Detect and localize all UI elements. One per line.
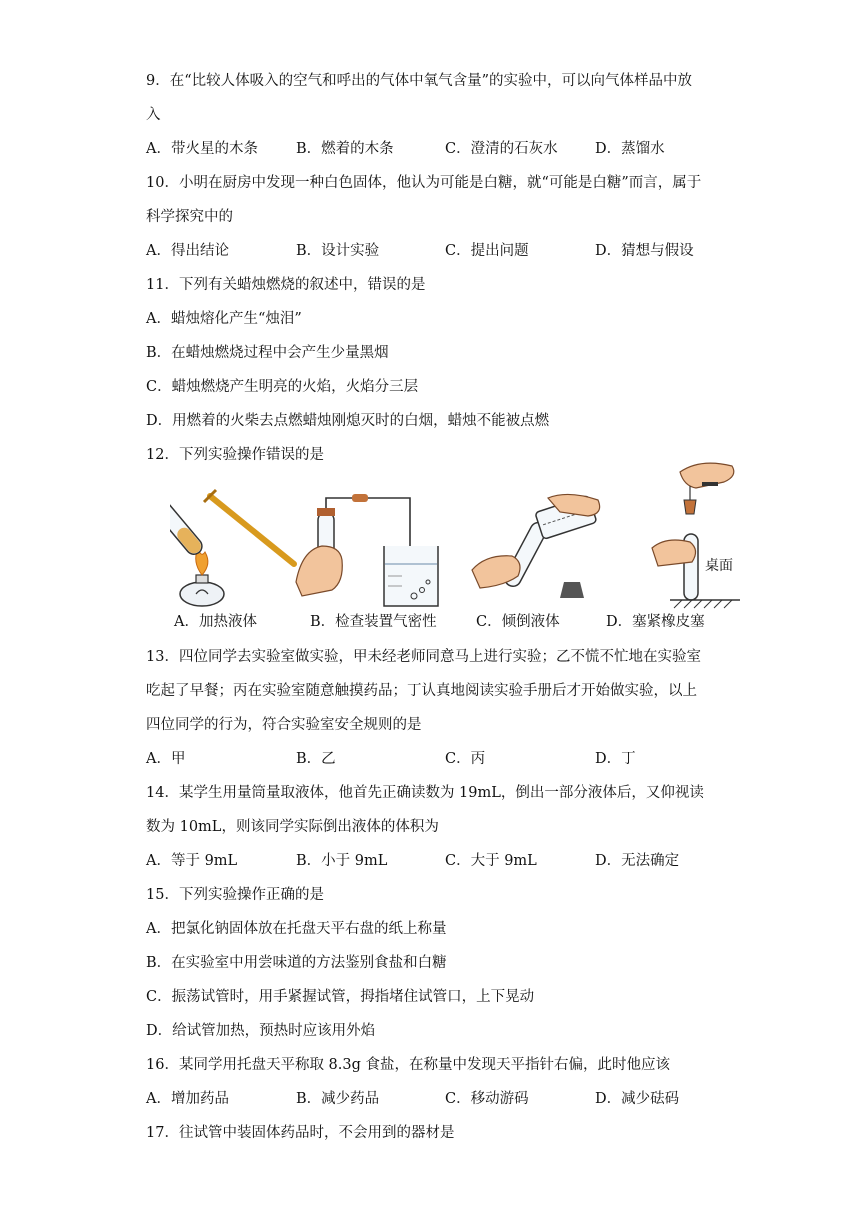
q10-option-d: D．猜想与假设 <box>595 243 694 259</box>
q13-option-d: D．丁 <box>595 751 636 767</box>
q11-option-b: B．在蜡烛燃烧过程中会产生少量黑烟 <box>146 345 389 361</box>
q13-option-c: C．丙 <box>445 751 486 767</box>
q14-option-a: A．等于 9mL <box>146 853 238 869</box>
q10-option-b: B．设计实验 <box>296 243 380 259</box>
q13-option-b: B．乙 <box>296 751 336 767</box>
q14-option-b: B．小于 9mL <box>296 853 388 869</box>
q14-option-c: C．大于 9mL <box>445 853 537 869</box>
q12-stem: 12．下列实验操作错误的是 <box>146 447 324 463</box>
q16-option-a: A．增加药品 <box>146 1091 229 1107</box>
q14-stem-line2: 数为 10mL，则该同学实际倒出液体的体积为 <box>146 819 439 835</box>
q10-stem-line2: 科学探究中的 <box>146 209 233 225</box>
q13-option-a: A．甲 <box>146 751 186 767</box>
q11-option-a: A．蜡烛熔化产生“烛泪” <box>146 311 302 327</box>
q9-stem-line1: 9．在“比较人体吸入的空气和呼出的气体中氧气含量”的实验中，可以向气体样品中放 <box>146 73 693 89</box>
q9-option-c: C．澄清的石灰水 <box>445 141 558 157</box>
q10-option-c: C．提出问题 <box>445 243 529 259</box>
q16-option-c: C．移动游码 <box>445 1091 529 1107</box>
q15-option-a: A．把氯化钠固体放在托盘天平右盘的纸上称量 <box>146 921 447 937</box>
q12-caption-b: B．检查装置气密性 <box>310 614 437 630</box>
q16-option-b: B．减少药品 <box>296 1091 380 1107</box>
q10-option-a: A．得出结论 <box>146 243 229 259</box>
figure-pouring-liquid <box>468 490 618 610</box>
q10-stem-line1: 10．小明在厨房中发现一种白色固体，他认为可能是白糖，就“可能是白糖”而言，属于 <box>146 175 702 191</box>
q11-option-c: C．蜡烛燃烧产生明亮的火焰，火焰分三层 <box>146 379 419 395</box>
q9-option-a: A．带火星的木条 <box>146 141 258 157</box>
q12-caption-d: D．塞紧橡皮塞 <box>606 614 705 630</box>
q9-option-b: B．燃着的木条 <box>296 141 394 157</box>
figure-heating-liquid <box>170 482 300 610</box>
q16-option-d: D．减少砝码 <box>595 1091 680 1107</box>
q16-stem: 16．某同学用托盘天平称取 8.3g 食盐，在称量中发现天平指针右偏，此时他应该 <box>146 1057 671 1073</box>
q15-stem: 15．下列实验操作正确的是 <box>146 887 324 903</box>
q12-caption-a: A．加热液体 <box>174 614 257 630</box>
q13-stem-line2: 吃起了早餐；丙在实验室随意触摸药品；丁认真地阅读实验手册后才开始做实验，以上 <box>146 683 697 699</box>
q11-option-d: D．用燃着的火柴去点燃蜡烛刚熄灭时的白烟，蜡烛不能被点燃 <box>146 413 550 429</box>
q9-stem-line2: 入 <box>146 107 161 123</box>
q15-option-b: B．在实验室中用尝味道的方法鉴别食盐和白糖 <box>146 955 447 971</box>
q15-option-c: C．振荡试管时，用手紧握试管，拇指堵住试管口，上下晃动 <box>146 989 535 1005</box>
q17-stem: 17．往试管中装固体药品时，不会用到的器材是 <box>146 1125 455 1141</box>
q15-option-d: D．给试管加热，预热时应该用外焰 <box>146 1023 376 1039</box>
q14-stem-line1: 14．某学生用量筒量取液体，他首先正确读数为 19mL，倒出一部分液体后，又仰视读 <box>146 785 704 801</box>
q9-option-d: D．蒸馏水 <box>595 141 665 157</box>
q14-option-d: D．无法确定 <box>595 853 680 869</box>
q11-stem: 11．下列有关蜡烛燃烧的叙述中，错误的是 <box>146 277 426 293</box>
q12-caption-c: C．倾倒液体 <box>476 614 560 630</box>
q13-stem-line3: 四位同学的行为，符合实验室安全规则的是 <box>146 717 422 733</box>
q13-stem-line1: 13．四位同学去实验室做实验，甲未经老师同意马上进行实验；乙不慌不忙地在实验室 <box>146 649 701 665</box>
q12-figure-label-desktop: 桌面 <box>705 558 733 574</box>
figure-airtightness-check <box>292 490 444 610</box>
figure-inserting-stopper <box>648 458 758 610</box>
